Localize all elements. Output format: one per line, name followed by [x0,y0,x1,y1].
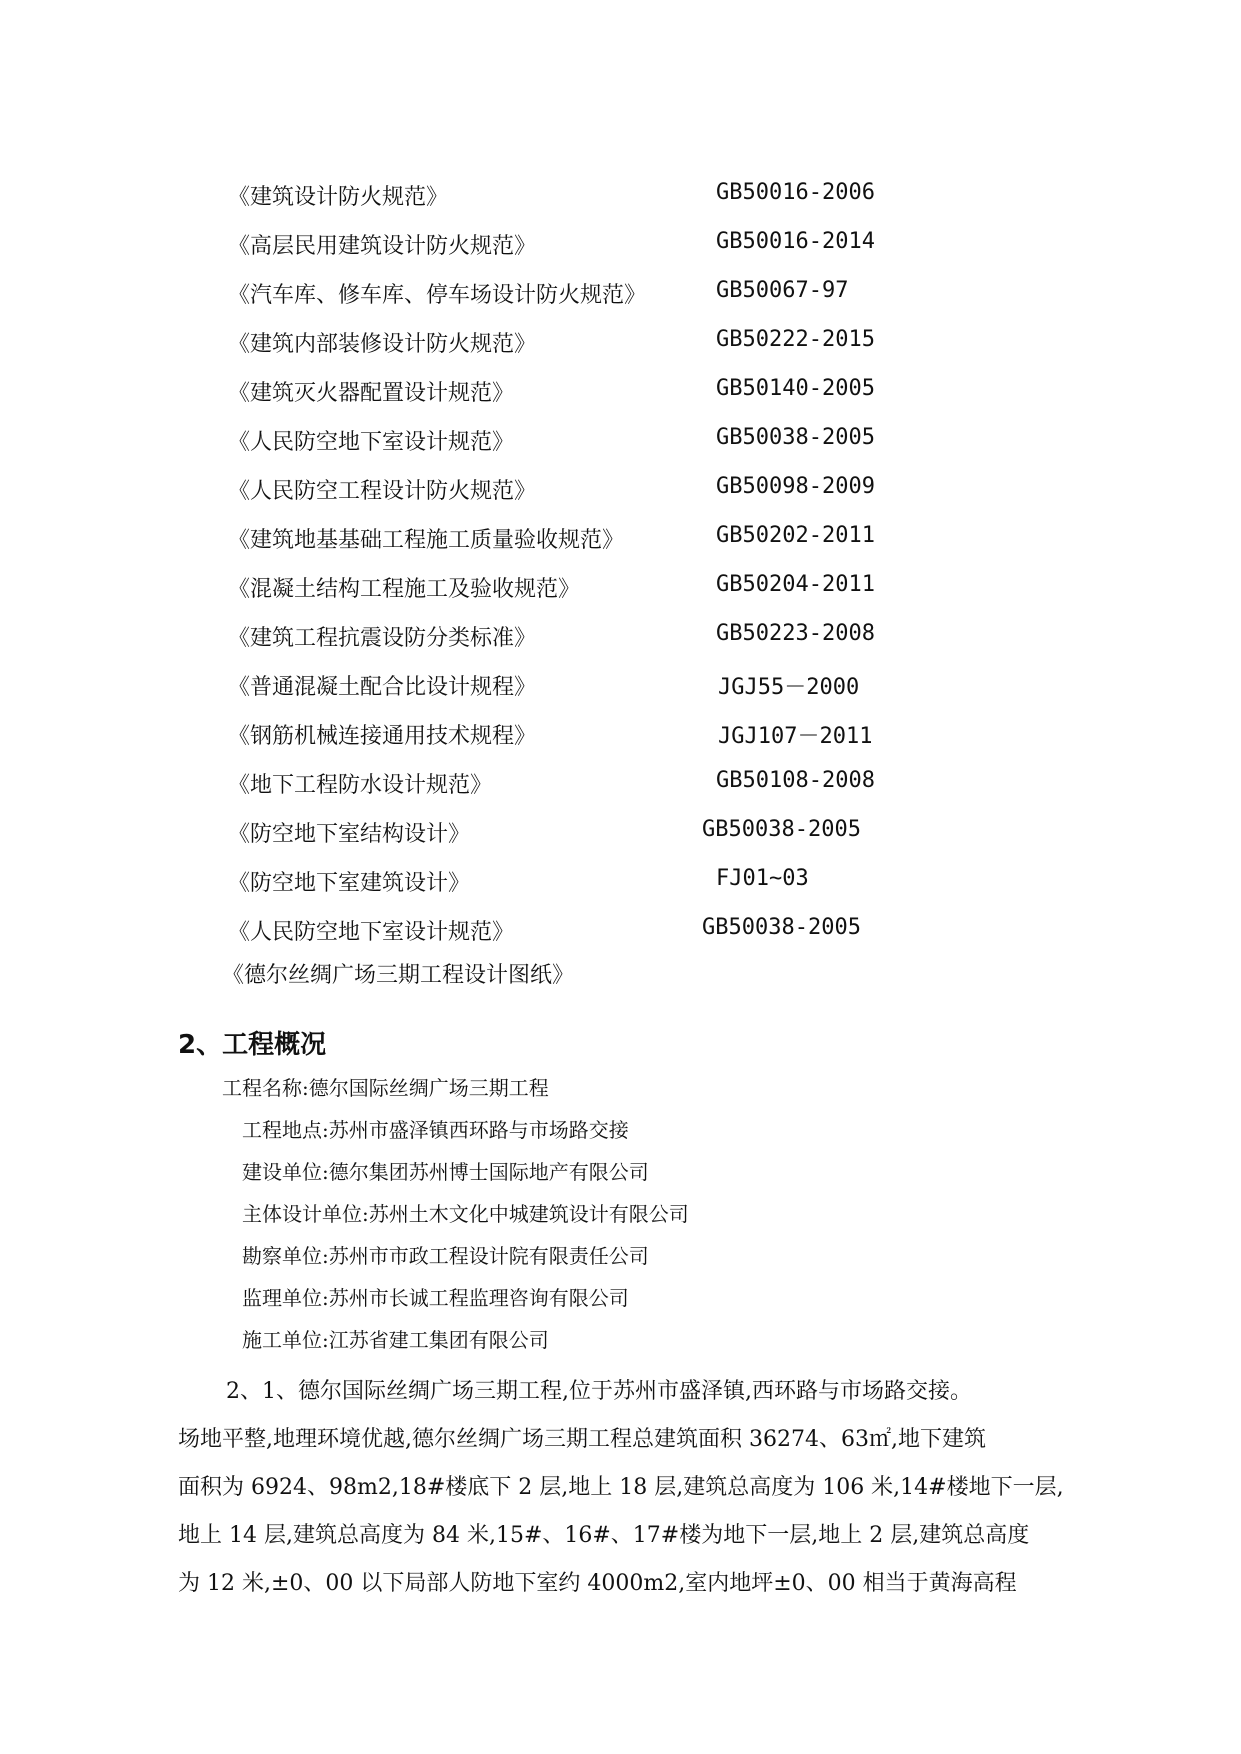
standard-code: GB50204-2011 [716,572,875,597]
standard-code: JGJ55－2000 [718,675,860,700]
standard-title: 《汽车库、修车库、停车场设计防火规范》 [228,283,647,308]
standard-title: 《普通混凝土配合比设计规程》 [228,675,537,700]
standard-code: GB50140-2005 [716,376,875,401]
standard-code: GB50038-2005 [702,817,861,842]
project-name: 工程名称:德尔国际丝绸广场三期工程 [222,1076,549,1100]
standard-code: GB50108-2008 [716,768,875,793]
section-heading: 2、工程概况 [178,1030,327,1060]
standard-title: 《人民防空地下室设计规范》 [228,430,515,455]
paragraph-line: 地上 14 层,建筑总高度为 84 米,15#、16#、17#楼为地下一层,地上 2 层,建筑总高度 [178,1523,1030,1548]
standard-title: 《人民防空地下室设计规范》 [228,920,515,945]
paragraph-line: 场地平整,地理环境优越,德尔丝绸广场三期工程总建筑面积 36274、63㎡,地下建筑 [178,1427,986,1452]
standard-code: GB50038-2005 [716,425,875,450]
overview-paragraph [178,1368,1078,1608]
standard-title: 《建筑工程抗震设防分类标准》 [228,626,537,651]
standard-title: 《混凝土结构工程施工及验收规范》 [228,577,581,602]
standard-code: GB50222-2015 [716,327,875,352]
standard-code: GB50038-2005 [702,915,861,940]
construction-owner: 建设单位:德尔集团苏州博士国际地产有限公司 [242,1160,649,1184]
standard-title: 《地下工程防水设计规范》 [228,773,493,798]
standard-code: JGJ107－2011 [718,724,873,749]
project-location: 工程地点:苏州市盛泽镇西环路与市场路交接 [242,1118,629,1142]
design-drawings-reference: 《德尔丝绸广场三期工程设计图纸》 [222,963,575,988]
standard-code: GB50067-97 [716,278,849,303]
standard-code: GB50016-2014 [716,229,875,254]
paragraph-line: 为 12 米,±0、00 以下局部人防地下室约 4000m2,室内地坪±0、00 相当于黄海高程 [178,1571,1017,1596]
standard-title: 《钢筋机械连接通用技术规程》 [228,724,537,749]
standard-title: 《人民防空工程设计防火规范》 [228,479,537,504]
standard-title: 《建筑地基基础工程施工质量验收规范》 [228,528,625,553]
supervision-unit: 监理单位:苏州市长诚工程监理咨询有限公司 [242,1286,629,1310]
standard-code: GB50098-2009 [716,474,875,499]
paragraph-line: 2、1、德尔国际丝绸广场三期工程,位于苏州市盛泽镇,西环路与市场路交接。 [226,1379,972,1404]
survey-unit: 勘察单位:苏州市市政工程设计院有限责任公司 [242,1244,649,1268]
standard-code: FJ01~03 [716,866,809,891]
standard-title: 《防空地下室结构设计》 [228,822,471,847]
standard-title: 《高层民用建筑设计防火规范》 [228,234,537,259]
standard-code: GB50223-2008 [716,621,875,646]
standard-code: GB50202-2011 [716,523,875,548]
standard-title: 《防空地下室建筑设计》 [228,871,471,896]
standard-title: 《建筑设计防火规范》 [228,185,449,210]
paragraph-line: 面积为 6924、98m2,18#楼底下 2 层,地上 18 层,建筑总高度为 106 米,14#楼地下一层, [178,1475,1064,1500]
design-unit: 主体设计单位:苏州土木文化中城建筑设计有限公司 [242,1202,689,1226]
standard-title: 《建筑灭火器配置设计规范》 [228,381,515,406]
contractor: 施工单位:江苏省建工集团有限公司 [242,1328,549,1352]
standard-code: GB50016-2006 [716,180,875,205]
standard-title: 《建筑内部装修设计防火规范》 [228,332,537,357]
